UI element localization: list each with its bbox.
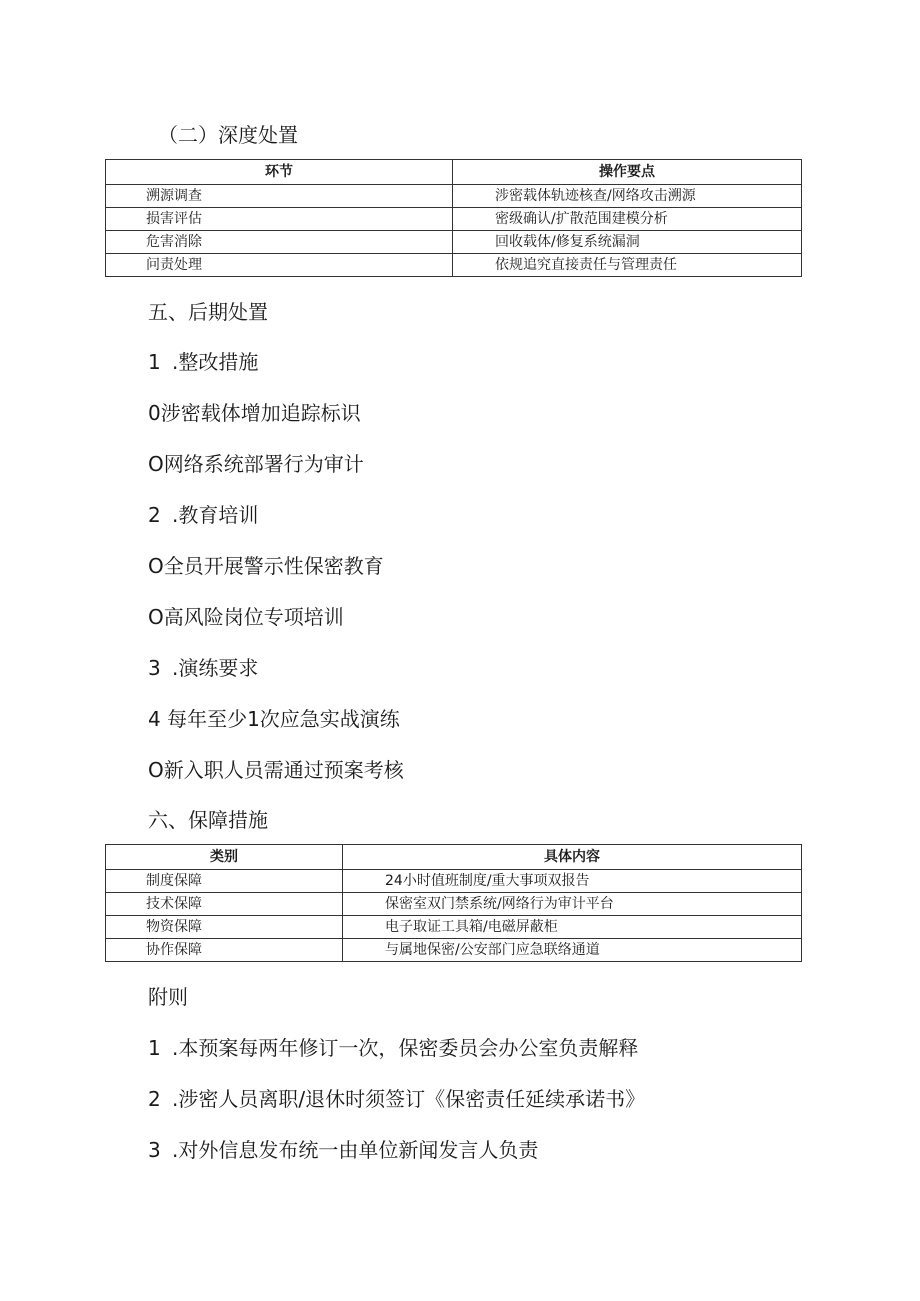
table-cell: 问责处理	[106, 254, 453, 277]
bullet-item: O高风险岗位专项培训	[148, 605, 344, 629]
table-cell: 溯源调查	[106, 185, 453, 208]
table-cell: 技术保障	[106, 893, 343, 916]
column-header: 具体内容	[343, 845, 802, 870]
table-cell: 保密室双门禁系统/网络行为审计平台	[343, 893, 802, 916]
appendix-item	[148, 1137, 538, 1163]
section-heading-deep-handling: （二）深度处置	[158, 123, 298, 147]
appendix-heading: 附则	[148, 985, 188, 1009]
item-text: .对外信息发布统一由单位新闻发言人负责	[172, 1138, 539, 1162]
bullet-item: O新入职人员需通过预案考核	[148, 758, 404, 782]
section-heading-post-handling: 五、后期处置	[148, 300, 268, 324]
item-title: .演练要求	[172, 656, 259, 680]
item-title: .整改措施	[172, 350, 259, 374]
item-number: 2	[148, 1087, 161, 1111]
item-title: .教育培训	[172, 503, 259, 527]
safeguards-table	[105, 844, 802, 962]
table-cell: 依规追究直接责任与管理责任	[453, 254, 802, 277]
appendix-item	[148, 1086, 645, 1112]
column-header: 类别	[106, 845, 343, 870]
table-cell: 制度保障	[106, 870, 343, 893]
table-cell: 回收载体/修复系统漏洞	[453, 231, 802, 254]
table-cell: 24小时值班制度/重大事项双报告	[343, 870, 802, 893]
item-number: 3	[148, 1138, 161, 1162]
bullet-item: 4 每年至少1次应急实战演练	[148, 707, 400, 731]
bullet-item: O全员开展警示性保密教育	[148, 554, 384, 578]
table-cell: 电子取证工具箱/电磁屏蔽柜	[343, 916, 802, 939]
table-cell: 与属地保密/公安部门应急联络通道	[343, 939, 802, 962]
item-number: 2	[148, 503, 161, 527]
table-row	[106, 939, 802, 962]
table-header-row	[106, 160, 802, 185]
table-row	[106, 254, 802, 277]
section-heading-safeguards: 六、保障措施	[148, 808, 268, 832]
table-cell: 协作保障	[106, 939, 343, 962]
item-number: 1	[148, 1036, 161, 1060]
table-cell: 密级确认/扩散范围建模分析	[453, 208, 802, 231]
table-cell: 物资保障	[106, 916, 343, 939]
table-row	[106, 893, 802, 916]
column-header: 操作要点	[453, 160, 802, 185]
list-item	[148, 655, 258, 681]
table-header-row	[106, 845, 802, 870]
list-item	[148, 349, 258, 375]
table-row	[106, 916, 802, 939]
item-number: 3	[148, 656, 161, 680]
appendix-item	[148, 1035, 638, 1061]
table-row	[106, 231, 802, 254]
table-row	[106, 208, 802, 231]
item-number: 1	[148, 350, 161, 374]
bullet-item: O网络系统部署行为审计	[148, 452, 364, 476]
table-cell: 损害评估	[106, 208, 453, 231]
table-cell: 危害消除	[106, 231, 453, 254]
item-text: .本预案每两年修订一次，保密委员会办公室负责解释	[172, 1036, 639, 1060]
table-cell: 涉密载体轨迹核查/网络攻击溯源	[453, 185, 802, 208]
table-row	[106, 185, 802, 208]
table-row	[106, 870, 802, 893]
list-item	[148, 502, 258, 528]
bullet-item: 0涉密载体增加追踪标识	[148, 401, 361, 425]
column-header: 环节	[106, 160, 453, 185]
deep-handling-table	[105, 159, 802, 277]
item-text: .涉密人员离职/退休时须签订《保密责任延续承诺书》	[172, 1087, 646, 1111]
